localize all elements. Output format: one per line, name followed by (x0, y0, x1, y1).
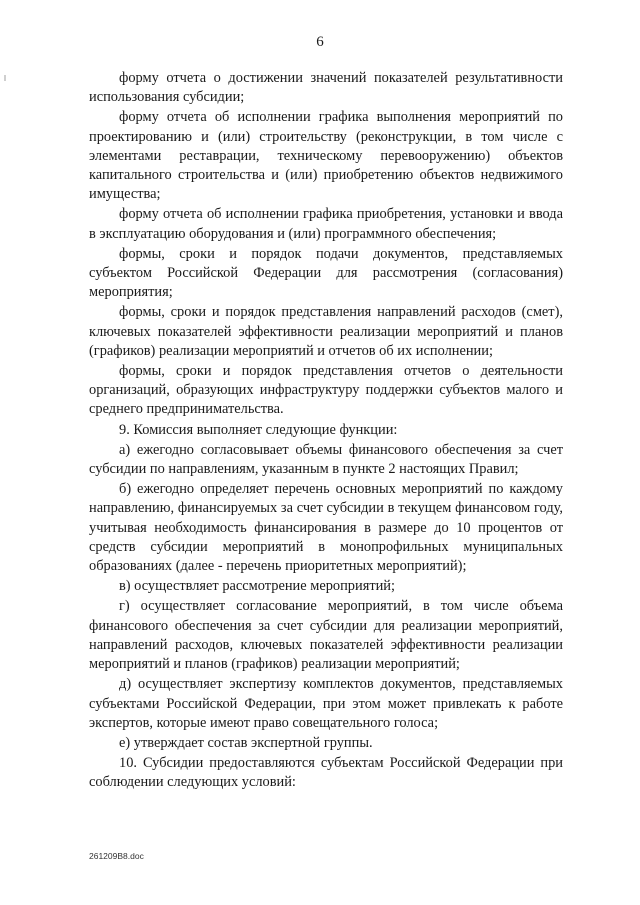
paragraph-report-form-results: форму отчета о достижении значений показателей результативности использования субсидии; (89, 70, 563, 106)
paragraph-report-form-construction: форму отчета об исполнении графика выполнения мероприятий по проектированию и (или) строительству (реконструкции, в том числе с элементами реставрации, техническому перевооружению) объектов капитального строительства и (или) приобретению объектов недвижимого имущества; (89, 109, 563, 203)
scan-margin-mark (4, 75, 6, 81)
paragraph-item-9a: а) ежегодно согласовывает объемы финансового обеспечения за счет субсидии по направлениям, указанным в пункте 2 настоящих Правил; (89, 441, 563, 478)
paragraph-infrastructure-report-forms: формы, сроки и порядок представления отчетов о деятельности организаций, образующих инфраструктуру поддержки субъектов малого и среднего предпринимательства. (89, 363, 563, 418)
paragraph-item-10: 10. Субсидии предоставляются субъектам Российской Федерации при соблюдении следующих условий: (89, 755, 563, 791)
footer-file-code: 261209B8.doc (89, 851, 144, 861)
document-body (89, 69, 563, 793)
paragraph-item-9e: е) утверждает состав экспертной группы. (119, 734, 373, 751)
paragraph-expense-forms: формы, сроки и порядок представления направлений расходов (смет), ключевых показателей эффективности реализации мероприятий и планов (графиков) реализации мероприятий и отчетов об их исполнении; (89, 304, 563, 359)
paragraph-item-9-heading: 9. Комиссия выполняет следующие функции: (119, 421, 398, 438)
paragraph-item-9d: д) осуществляет экспертизу комплектов документов, представляемых субъектами Российской Федерации, при этом может привлекать к работе экспертов, которые имеют право совещательного голоса; (89, 676, 563, 731)
paragraph-item-9g: г) осуществляет согласование мероприятий, в том числе объема финансового обеспечения за счет субсидии для реализации мероприятий, направлений расходов, ключевых показателей эффективности реализации мероприятий и планов (графиков) реализации мероприятий; (89, 598, 563, 673)
paragraph-document-forms: формы, сроки и порядок подачи документов, представляемых субъектом Российской Федерации для рассмотрения (согласования) мероприятия; (89, 245, 563, 301)
paragraph-report-form-equipment: форму отчета об исполнении графика приобретения, установки и ввода в эксплуатацию оборудования и (или) программного обеспечения; (89, 206, 563, 242)
paragraph-item-9b: б) ежегодно определяет перечень основных мероприятий по каждому направлению, финансируемых за счет субсидии в текущем финансовом году, учитывая необходимость финансирования в размере до 10 процентов от средств субсидии мероприятий в монопрофильных муниципальных образованиях (далее - перечень приоритетных мероприятий); (89, 481, 563, 575)
paragraph-item-9v: в) осуществляет рассмотрение мероприятий; (119, 578, 396, 595)
page-number: 6 (316, 34, 324, 50)
